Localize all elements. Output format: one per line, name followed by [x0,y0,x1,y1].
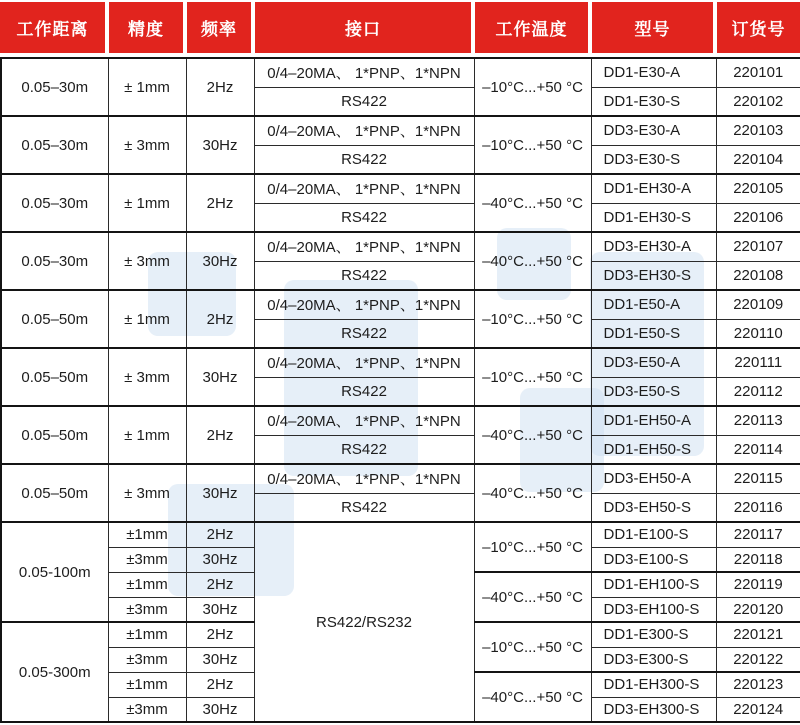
cell-temperature: –10°C...+50 °C [474,116,591,174]
cell-order: 220111 [716,348,800,377]
cell-model: DD3-E300-S [591,647,716,672]
column-header-precision: 精度 [107,2,185,53]
cell-interface: RS422 [254,493,474,522]
cell-distance: 0.05–30m [1,174,108,232]
cell-interface: 0/4–20MA、 1*PNP、1*NPN [254,290,474,319]
cell-model: DD3-E30-S [591,145,716,174]
cell-temperature: –10°C...+50 °C [474,348,591,406]
table-row [1,58,800,87]
cell-model: DD1-E50-A [591,290,716,319]
cell-order: 220112 [716,377,800,406]
cell-distance: 0.05–30m [1,232,108,290]
cell-model: DD1-EH100-S [591,572,716,597]
cell-frequency: 2Hz [186,174,254,232]
cell-frequency: 30Hz [186,547,254,572]
cell-frequency: 2Hz [186,290,254,348]
cell-distance: 0.05–50m [1,406,108,464]
table-row [1,290,800,319]
cell-order: 220108 [716,261,800,290]
cell-interface: 0/4–20MA、 1*PNP、1*NPN [254,58,474,87]
column-header-order-number: 订货号 [715,2,800,53]
cell-frequency: 30Hz [186,116,254,174]
cell-model: DD1-EH300-S [591,672,716,697]
cell-order: 220107 [716,232,800,261]
cell-order: 220105 [716,174,800,203]
cell-frequency: 30Hz [186,647,254,672]
cell-order: 220114 [716,435,800,464]
column-header-model: 型号 [590,2,715,53]
cell-frequency: 2Hz [186,406,254,464]
cell-order: 220123 [716,672,800,697]
table-row [1,174,800,203]
cell-model: DD3-E50-S [591,377,716,406]
cell-model: DD3-EH30-S [591,261,716,290]
cell-precision: ±3mm [108,547,186,572]
column-header-interface: 接口 [253,2,473,53]
cell-model: DD3-EH50-S [591,493,716,522]
cell-precision: ± 1mm [108,290,186,348]
cell-interface: 0/4–20MA、 1*PNP、1*NPN [254,116,474,145]
cell-precision: ± 3mm [108,232,186,290]
cell-precision: ± 1mm [108,174,186,232]
cell-precision: ±1mm [108,622,186,647]
cell-order: 220110 [716,319,800,348]
cell-interface: 0/4–20MA、 1*PNP、1*NPN [254,406,474,435]
cell-temperature: –10°C...+50 °C [474,622,591,672]
cell-order: 220116 [716,493,800,522]
cell-model: DD1-EH30-S [591,203,716,232]
cell-distance: 0.05–50m [1,464,108,522]
cell-frequency: 2Hz [186,672,254,697]
cell-order: 220121 [716,622,800,647]
cell-distance: 0.05–50m [1,348,108,406]
cell-model: DD3-E100-S [591,547,716,572]
cell-model: DD1-E100-S [591,522,716,547]
cell-model: DD3-EH50-A [591,464,716,493]
cell-order: 220106 [716,203,800,232]
cell-model: DD1-E30-A [591,58,716,87]
cell-interface: 0/4–20MA、 1*PNP、1*NPN [254,464,474,493]
cell-model: DD1-EH50-S [591,435,716,464]
cell-model: DD1-E50-S [591,319,716,348]
cell-precision: ± 3mm [108,464,186,522]
cell-interface: RS422 [254,203,474,232]
cell-model: DD1-EH30-A [591,174,716,203]
cell-frequency: 30Hz [186,464,254,522]
cell-frequency: 2Hz [186,522,254,547]
cell-model: DD3-EH30-A [591,232,716,261]
cell-precision: ±1mm [108,672,186,697]
cell-order: 220102 [716,87,800,116]
cell-order: 220103 [716,116,800,145]
cell-model: DD3-E30-A [591,116,716,145]
cell-interface: 0/4–20MA、 1*PNP、1*NPN [254,348,474,377]
cell-order: 220118 [716,547,800,572]
cell-temperature: –10°C...+50 °C [474,522,591,572]
table-header-row [0,2,800,53]
cell-interface: RS422 [254,261,474,290]
cell-frequency: 30Hz [186,597,254,622]
cell-precision: ± 1mm [108,58,186,116]
cell-distance: 0.05–30m [1,58,108,116]
cell-frequency: 30Hz [186,697,254,722]
cell-temperature: –40°C...+50 °C [474,406,591,464]
cell-interface: RS422 [254,377,474,406]
cell-distance: 0.05-100m [1,522,108,622]
cell-interface: 0/4–20MA、 1*PNP、1*NPN [254,174,474,203]
cell-order: 220109 [716,290,800,319]
cell-precision: ±3mm [108,697,186,722]
column-header-frequency: 频率 [185,2,253,53]
spec-table [0,57,800,723]
cell-model: DD3-EH100-S [591,597,716,622]
cell-distance: 0.05-300m [1,622,108,722]
cell-order: 220113 [716,406,800,435]
cell-temperature: –40°C...+50 °C [474,174,591,232]
cell-order: 220119 [716,572,800,597]
cell-temperature: –40°C...+50 °C [474,672,591,722]
cell-temperature: –10°C...+50 °C [474,58,591,116]
cell-temperature: –40°C...+50 °C [474,572,591,622]
cell-frequency: 2Hz [186,58,254,116]
table-row [1,116,800,145]
cell-order: 220115 [716,464,800,493]
cell-precision: ± 3mm [108,348,186,406]
cell-order: 220117 [716,522,800,547]
cell-interface: RS422 [254,145,474,174]
cell-frequency: 30Hz [186,232,254,290]
cell-order: 220101 [716,58,800,87]
cell-temperature: –40°C...+50 °C [474,464,591,522]
cell-model: DD3-E50-A [591,348,716,377]
cell-model: DD1-EH50-A [591,406,716,435]
cell-distance: 0.05–30m [1,116,108,174]
cell-order: 220120 [716,597,800,622]
cell-precision: ± 3mm [108,116,186,174]
cell-model: DD1-E30-S [591,87,716,116]
cell-frequency: 30Hz [186,348,254,406]
table-row [1,464,800,493]
cell-interface: RS422 [254,435,474,464]
cell-temperature: –40°C...+50 °C [474,232,591,290]
column-header-working-distance: 工作距离 [0,2,107,53]
cell-precision: ±3mm [108,647,186,672]
cell-precision: ±1mm [108,522,186,547]
cell-model: DD3-EH300-S [591,697,716,722]
table-row [1,232,800,261]
table-row [1,348,800,377]
cell-order: 220104 [716,145,800,174]
cell-interface: RS422 [254,319,474,348]
cell-order: 220122 [716,647,800,672]
cell-interface: RS422/RS232 [254,522,474,722]
cell-temperature: –10°C...+50 °C [474,290,591,348]
cell-precision: ± 1mm [108,406,186,464]
cell-precision: ±1mm [108,572,186,597]
cell-interface: 0/4–20MA、 1*PNP、1*NPN [254,232,474,261]
cell-model: DD1-E300-S [591,622,716,647]
cell-frequency: 2Hz [186,622,254,647]
table-row [1,522,800,547]
cell-precision: ±3mm [108,597,186,622]
cell-order: 220124 [716,697,800,722]
cell-interface: RS422 [254,87,474,116]
cell-distance: 0.05–50m [1,290,108,348]
column-header-temperature: 工作温度 [473,2,590,53]
cell-frequency: 2Hz [186,572,254,597]
table-row [1,406,800,435]
